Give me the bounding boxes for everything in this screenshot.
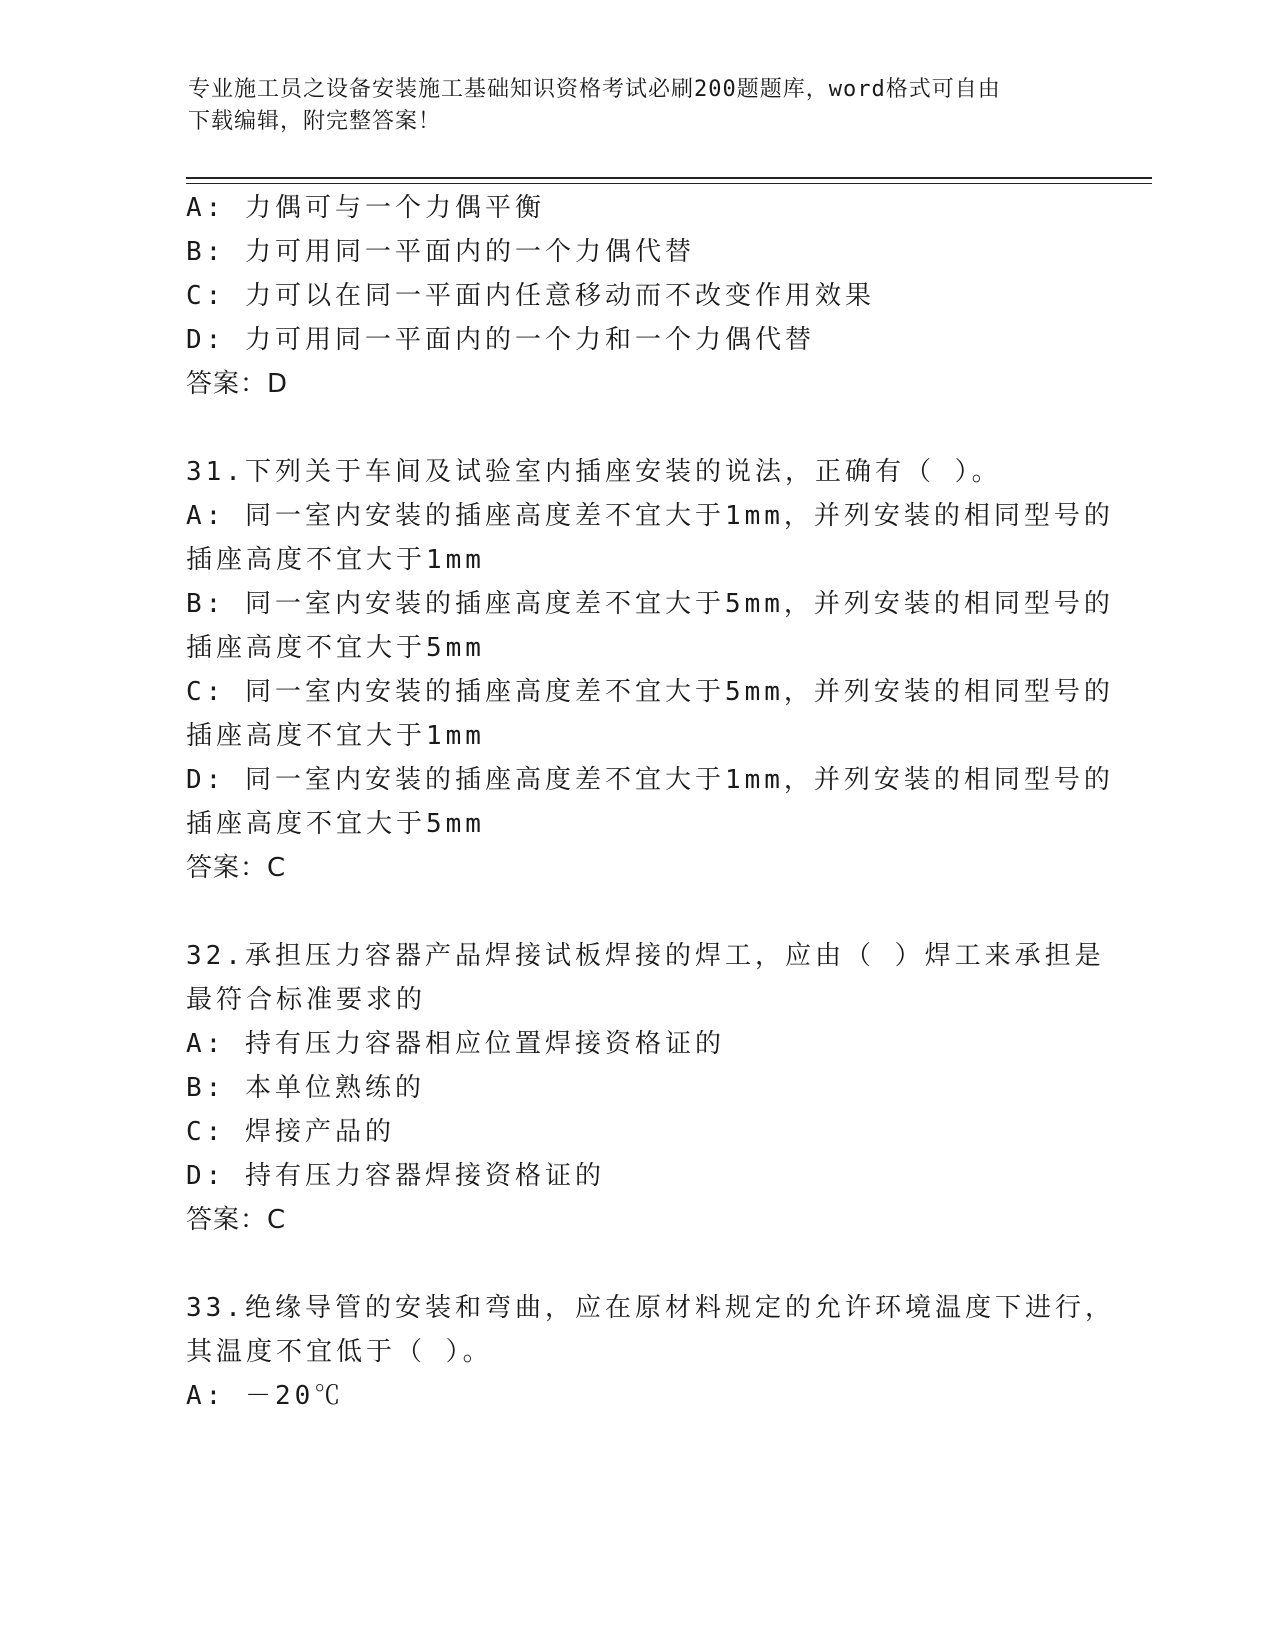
q33-stem-cont: 其温度不宜低于（ ）。	[186, 1337, 493, 1367]
q31-option-d: D: 同一室内安装的插座高度差不宜大于1mm，并列安装的相同型号的	[186, 765, 1114, 795]
header-divider-thin	[186, 183, 1152, 184]
document-header	[188, 74, 1068, 138]
q33-stem: 33.绝缘导管的安装和弯曲，应在原材料规定的允许环境温度下进行，	[186, 1293, 1115, 1323]
q31-option-c-cont: 插座高度不宜大于1mm	[186, 721, 485, 751]
q32-option-a: A: 持有压力容器相应位置焊接资格证的	[186, 1029, 725, 1059]
q31-option-a: A: 同一室内安装的插座高度差不宜大于1mm，并列安装的相同型号的	[186, 501, 1114, 531]
q32-stem-cont: 最符合标准要求的	[186, 985, 427, 1015]
q31-stem: 31.下列关于车间及试验室内插座安装的说法，正确有（ ）。	[186, 457, 1002, 487]
q30-option-b: B: 力可用同一平面内的一个力偶代替	[186, 237, 695, 267]
q30-answer: 答案：D	[186, 369, 289, 399]
q30-option-a: A: 力偶可与一个力偶平衡	[186, 193, 545, 223]
q31-option-b-cont: 插座高度不宜大于5mm	[186, 633, 485, 663]
q31-option-b: B: 同一室内安装的插座高度差不宜大于5mm，并列安装的相同型号的	[186, 589, 1114, 619]
q31-option-a-cont: 插座高度不宜大于1mm	[186, 545, 485, 575]
header-line-1: 专业施工员之设备安装施工基础知识资格考试必刷200题题库，word格式可自由	[188, 77, 1001, 102]
q31-option-c: C: 同一室内安装的插座高度差不宜大于5mm，并列安装的相同型号的	[186, 677, 1114, 707]
q32-option-d: D: 持有压力容器焊接资格证的	[186, 1161, 605, 1191]
q30-option-d: D: 力可用同一平面内的一个力和一个力偶代替	[186, 325, 815, 355]
q31-answer: 答案：C	[186, 853, 287, 883]
header-line-2: 下载编辑，附完整答案！	[188, 109, 442, 134]
q33-option-a: A: －20℃	[186, 1381, 345, 1411]
q31-option-d-cont: 插座高度不宜大于5mm	[186, 809, 485, 839]
q32-option-c: C: 焊接产品的	[186, 1117, 395, 1147]
header-divider	[186, 177, 1152, 179]
q32-stem: 32.承担压力容器产品焊接试板焊接的焊工，应由（ ）焊工来承担是	[186, 941, 1105, 971]
q30-option-c: C: 力可以在同一平面内任意移动而不改变作用效果	[186, 281, 875, 311]
q32-option-b: B: 本单位熟练的	[186, 1073, 425, 1103]
q32-answer: 答案：C	[186, 1205, 287, 1235]
